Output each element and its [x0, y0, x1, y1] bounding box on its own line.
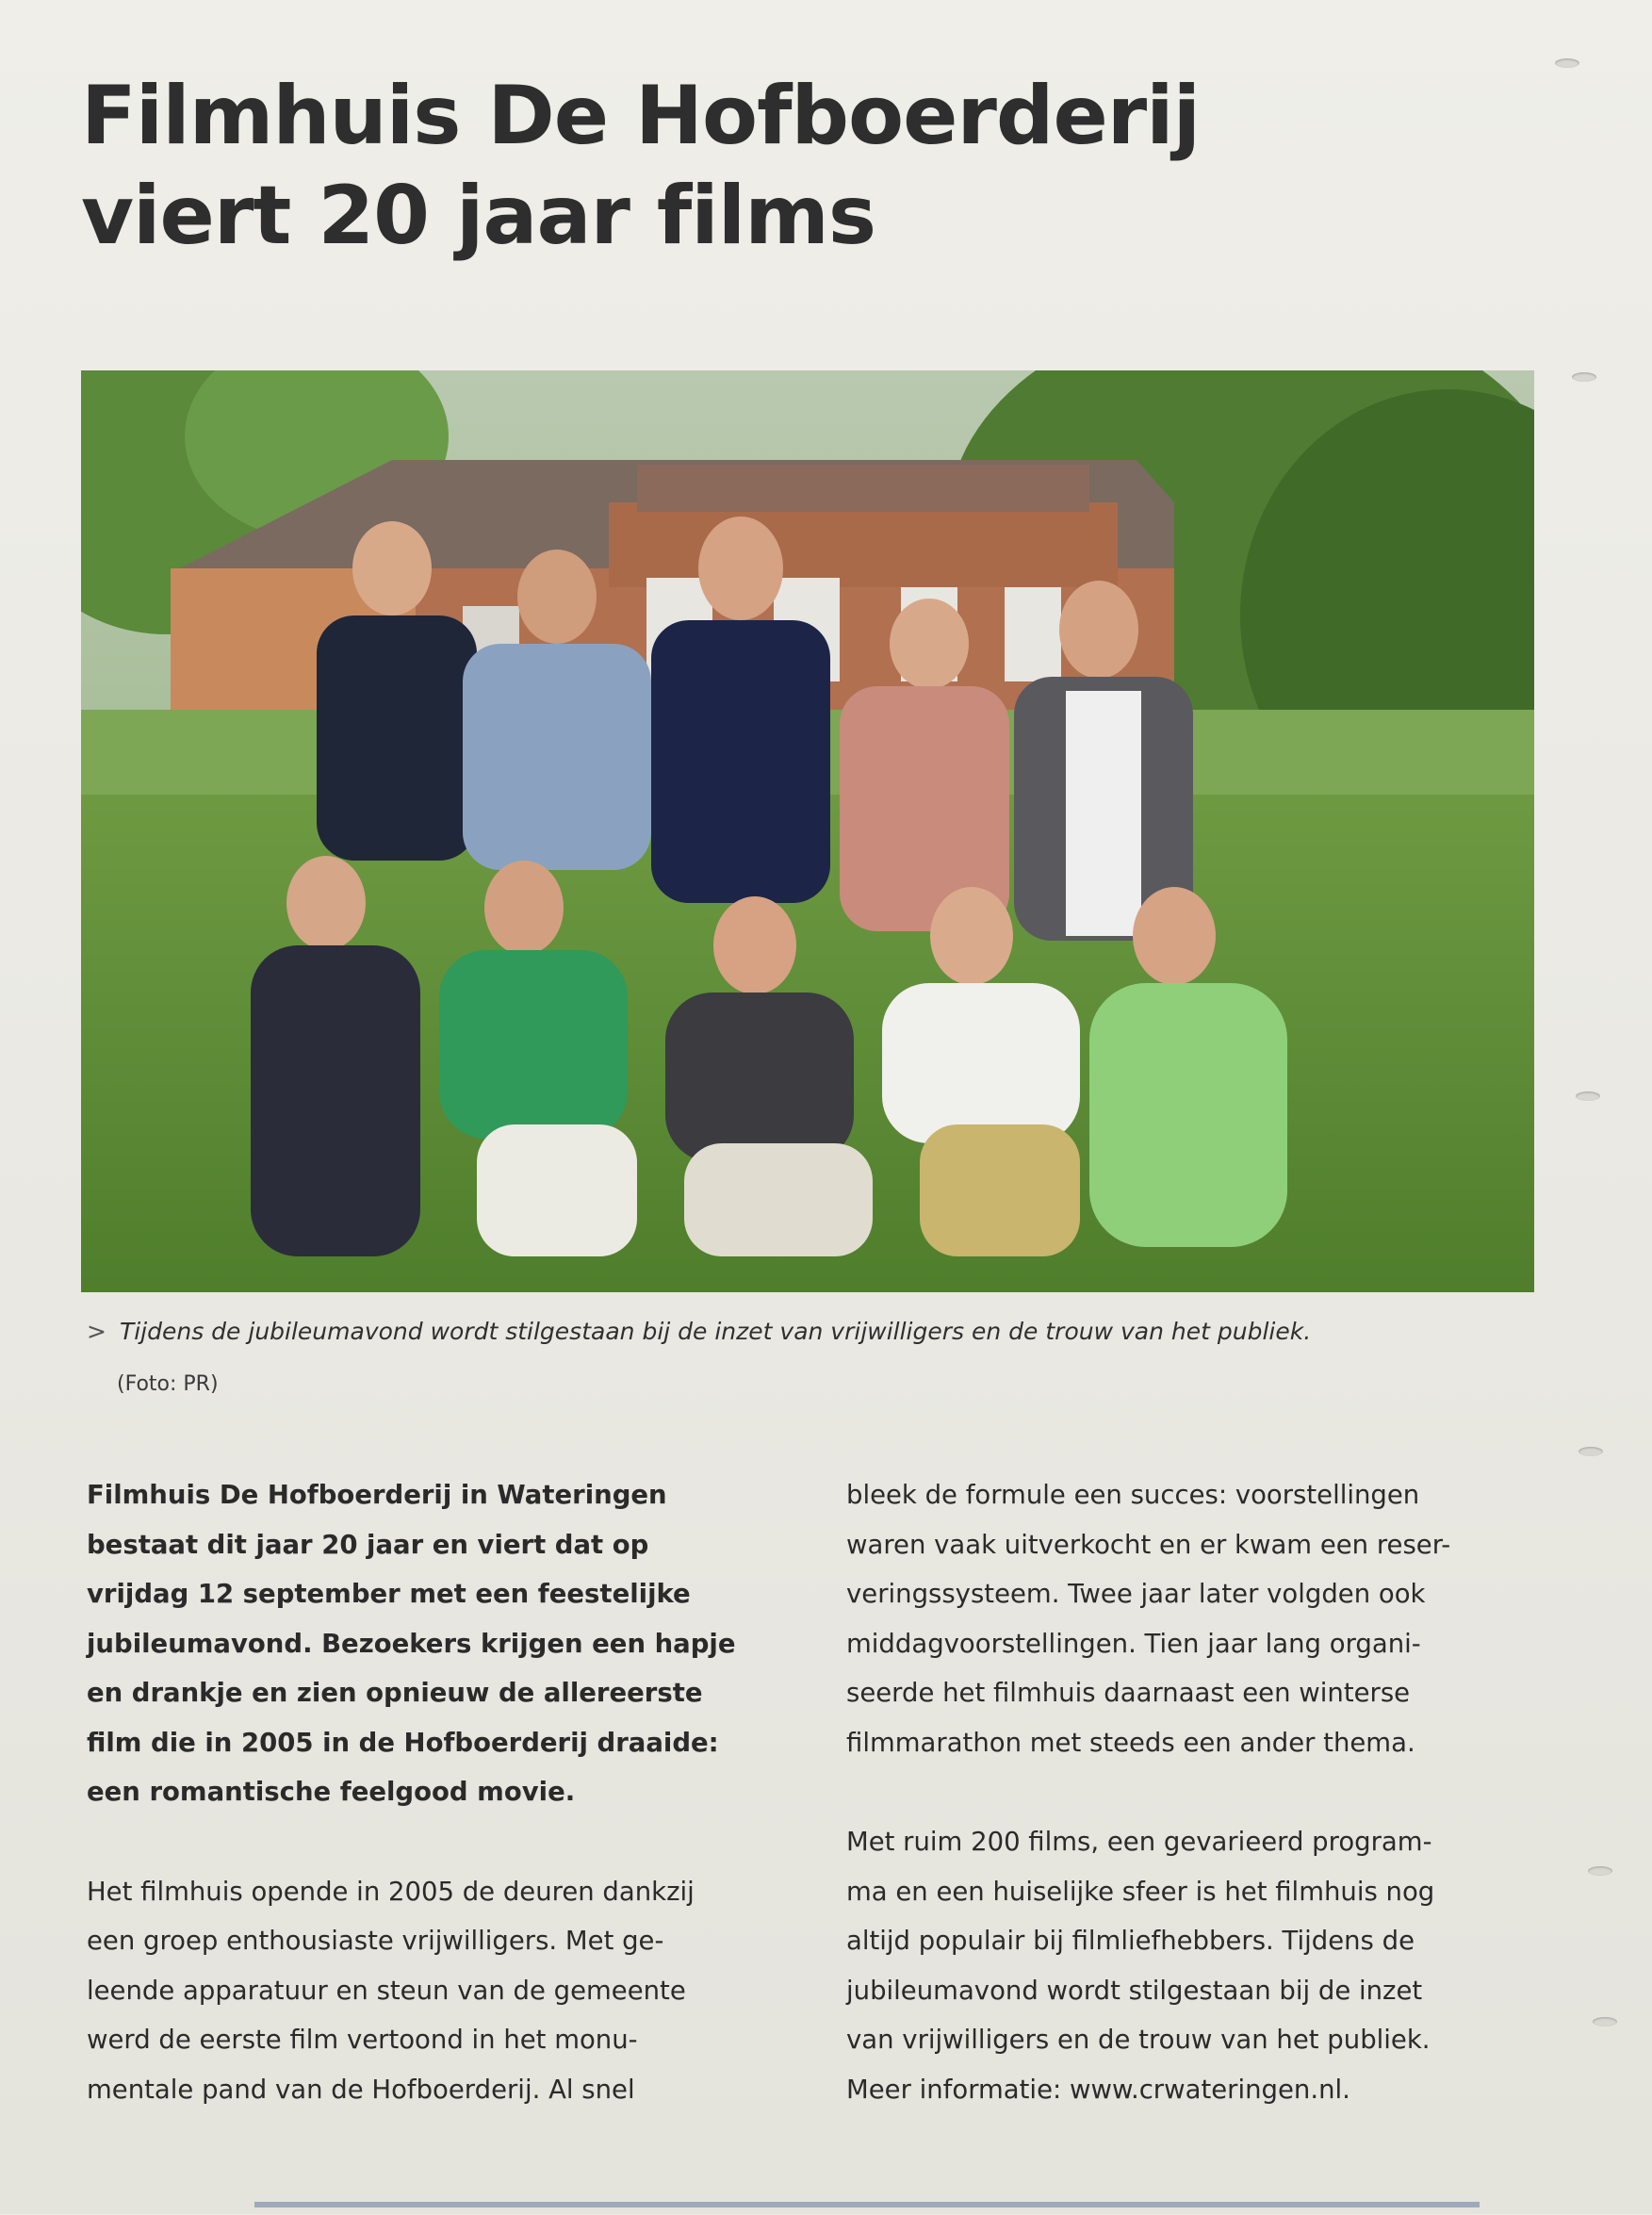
punch-hole	[1593, 2017, 1617, 2026]
body-line: werd de eerste film vertoond in het monu-	[87, 2025, 638, 2055]
lead-line: bestaat dit jaar 20 jaar en viert dat op	[87, 1529, 649, 1560]
group-photo-illustration	[81, 370, 1534, 1292]
punch-hole	[1578, 1447, 1603, 1456]
punch-hole	[1572, 372, 1596, 382]
punch-hole	[1576, 1091, 1600, 1101]
lead-line: jubileumavond. Bezoekers krijgen een hapje	[87, 1628, 736, 1659]
body-line: bleek de formule een succes: voorstellingen	[846, 1480, 1420, 1510]
body-line: een groep enthousiaste vrijwilligers. Met ge-	[87, 1926, 664, 1956]
group-photo	[81, 370, 1534, 1292]
body-line: middagvoorstellingen. Tien jaar lang organi-	[846, 1628, 1421, 1659]
body-line: jubileumavond wordt stilgestaan bij de inzet	[846, 1975, 1423, 2006]
headline-line-2: viert 20 jaar films	[81, 169, 876, 263]
body-line: veringssysteem. Twee jaar later volgden ook	[846, 1579, 1426, 1609]
body-line: Met ruim 200 films, een gevarieerd program-	[846, 1827, 1432, 1857]
body-line: leende apparatuur en steun van de gemeente	[87, 1975, 686, 2006]
photo-caption	[87, 1316, 1557, 1348]
article-headline	[81, 66, 1495, 266]
lead-line: film die in 2005 in de Hofboerderij draaide:	[87, 1727, 719, 1758]
lead-line: een romantische feelgood movie.	[87, 1777, 576, 1807]
page-bottom-edge	[254, 2202, 1480, 2207]
photo-credit: (Foto: PR)	[117, 1372, 219, 1396]
article-column-right	[846, 1470, 1562, 2114]
body-line: ma en een huiselijke sfeer is het filmhuis nog	[846, 1876, 1435, 1907]
paragraph-gap	[87, 1817, 803, 1867]
paragraph-gap	[846, 1767, 1562, 1817]
caption-arrow-icon: >	[87, 1318, 106, 1345]
body-line: altijd populair bij filmliefhebbers. Tijdens de	[846, 1926, 1415, 1956]
lead-line: Filmhuis De Hofboerderij in Wateringen	[87, 1480, 667, 1510]
body-line: mentale pand van de Hofboerderij. Al snel	[87, 2074, 635, 2105]
photo-caption-text: Tijdens de jubileumavond wordt stilgestaan bij de inzet van vrijwilligers en de trouw van het publiek.	[119, 1318, 1312, 1345]
body-line: waren vaak uitverkocht en er kwam een reser-	[846, 1529, 1451, 1560]
website-line: Meer informatie: www.crwateringen.nl.	[846, 2074, 1350, 2105]
lead-line: en drankje en zien opnieuw de allereerste	[87, 1678, 703, 1708]
punch-hole	[1555, 58, 1579, 68]
body-line: van vrijwilligers en de trouw van het publiek.	[846, 2025, 1431, 2055]
punch-hole	[1588, 1866, 1612, 1876]
article-column-left	[87, 1470, 803, 2114]
lead-line: vrijdag 12 september met een feestelijke	[87, 1579, 691, 1609]
body-line: Het filmhuis opende in 2005 de deuren dankzij	[87, 1876, 695, 1907]
body-line: filmmarathon met steeds een ander thema.	[846, 1727, 1415, 1758]
headline-line-1: Filmhuis De Hofboerderij	[81, 69, 1201, 163]
body-line: seerde het filmhuis daarnaast een winterse	[846, 1678, 1411, 1708]
